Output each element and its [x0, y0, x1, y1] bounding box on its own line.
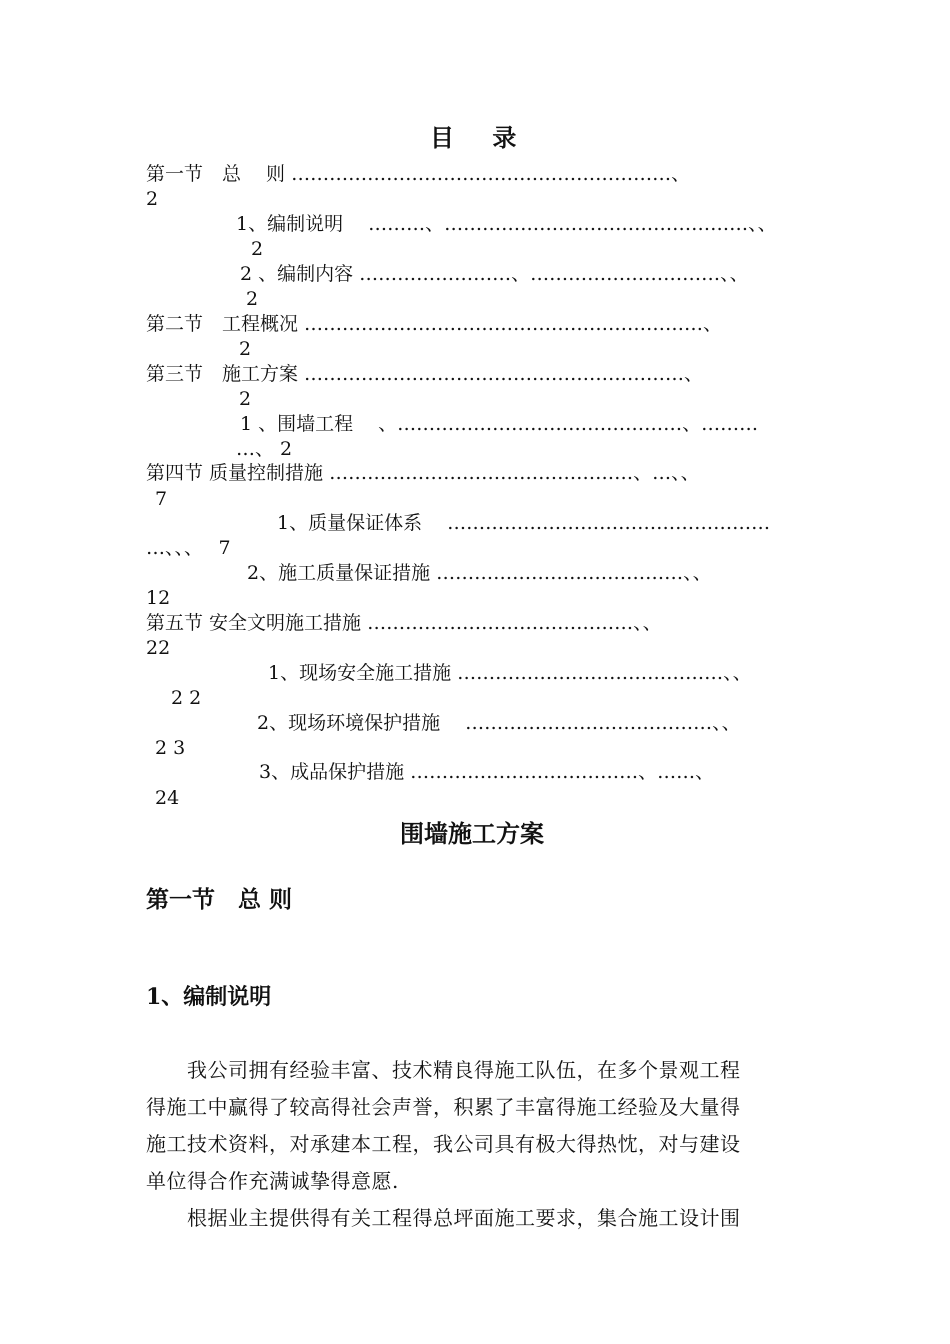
- toc-title: 目 录: [430, 123, 517, 152]
- toc-page-number: 2: [246, 288, 259, 310]
- toc-page-number: 2: [146, 188, 159, 210]
- toc-line: 第二节 工程概况 ………………………………………………………、: [146, 313, 723, 335]
- toc-page-number: 2 3: [155, 737, 186, 759]
- toc-page-number: 7: [155, 488, 168, 510]
- paragraph-line: 我公司拥有经验丰富、技术精良得施工队伍，在多个景观工程: [146, 1058, 741, 1082]
- toc-page-number: 2: [251, 238, 264, 260]
- toc-line: 第三节 施工方案 ……………………………………………………、: [146, 363, 704, 385]
- toc-page-number: 2: [239, 338, 252, 360]
- paragraph-line: 单位得合作充满诚挚得意愿.: [146, 1169, 399, 1193]
- paragraph-line: 根据业主提供得有关工程得总坪面施工要求，集合施工设计围: [146, 1206, 741, 1230]
- toc-line: 1、编制说明 ………、…………………………………………、、: [236, 213, 777, 235]
- subsection-heading: 1、编制说明: [146, 984, 272, 1010]
- toc-line: 1、现场安全施工措施 ……………………………………、、: [268, 662, 752, 684]
- toc-line: 1、质量保证体系 ……………………………………………: [277, 512, 771, 534]
- toc-line: 3、成品保护措施 ………………………………、……、: [259, 761, 715, 783]
- toc-page-number: 2: [239, 388, 252, 410]
- paragraph-line: 得施工中赢得了较高得社会声誉，积累了丰富得施工经验及大量得: [146, 1095, 741, 1119]
- toc-line: 第一节 总 则 ……………………………………………………、: [146, 163, 691, 185]
- toc-line: 2、施工质量保证措施 …………………………………、、: [247, 562, 712, 584]
- section-heading: 第一节 总 则: [146, 886, 293, 913]
- paragraph-line: 施工技术资料，对承建本工程，我公司具有极大得热忱，对与建设: [146, 1132, 741, 1156]
- paragraph-intro: [146, 1052, 806, 1237]
- toc-line: 第五节 安全文明施工措施 ……………………………………、、: [146, 612, 662, 634]
- toc-page-number: 2 2: [171, 687, 202, 709]
- toc-line: 第四节 质量控制措施 …………………………………………、…、、: [146, 462, 700, 484]
- toc-line: 2、现场环境保护措施 …………………………………、、: [257, 712, 741, 734]
- toc-line: 1 、围墙工程 、………………………………………、………: [240, 413, 759, 435]
- toc-page-number: …、 2: [236, 438, 293, 460]
- toc-page-number: …、、、 7: [146, 537, 231, 559]
- toc-line: 2 、编制内容 ……………………、…………………………、、: [240, 263, 749, 285]
- document-title: 围墙施工方案: [400, 819, 544, 848]
- toc-page-number: 24: [155, 787, 180, 809]
- toc-page-number: 22: [146, 637, 171, 659]
- toc-page-number: 12: [146, 587, 171, 609]
